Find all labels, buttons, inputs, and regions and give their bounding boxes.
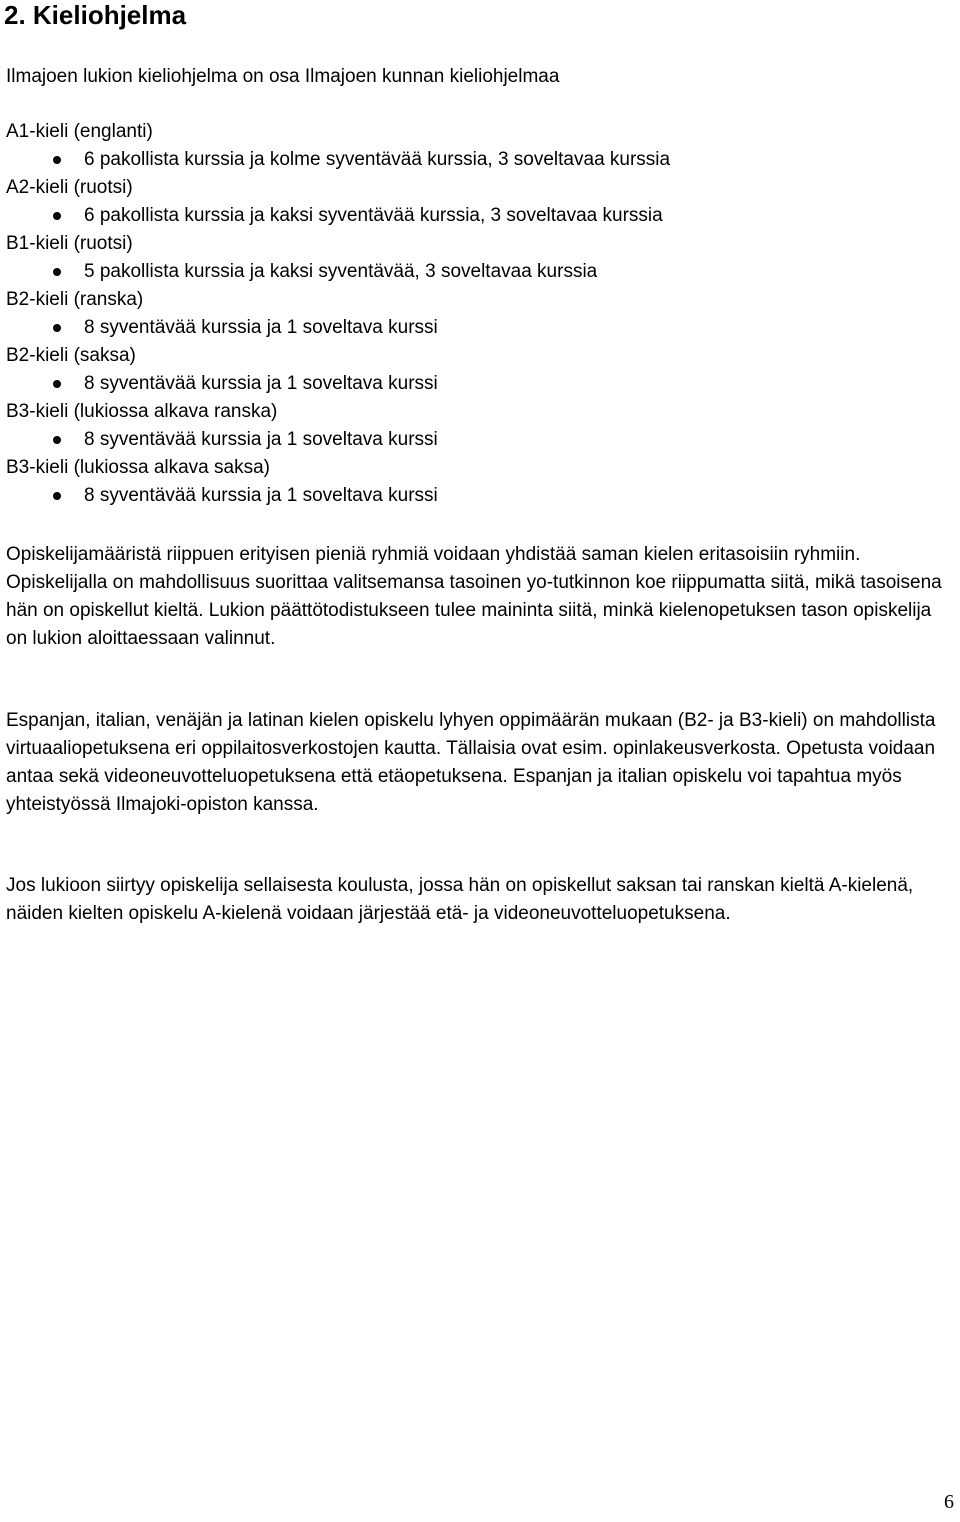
bullet-icon xyxy=(53,380,61,388)
language-courses-a1 xyxy=(6,146,946,174)
language-heading-b1: B1-kieli (ruotsi) xyxy=(6,233,133,254)
language-courses-b3-french xyxy=(6,426,946,454)
courses-text: 8 syventävää kurssia ja 1 soveltava kurssi xyxy=(84,373,438,394)
language-heading-a1: A1-kieli (englanti) xyxy=(6,121,153,142)
bullet-icon xyxy=(53,324,61,332)
language-program-list xyxy=(6,118,946,510)
language-courses-b2-german xyxy=(6,370,946,398)
language-courses-b2-french xyxy=(6,314,946,342)
bullet-icon xyxy=(53,268,61,276)
courses-text: 8 syventävää kurssia ja 1 soveltava kurssi xyxy=(84,485,438,506)
intro-text: Ilmajoen lukion kieliohjelma on osa Ilmajoen kunnan kieliohjelmaa xyxy=(6,66,560,87)
language-heading-a2: A2-kieli (ruotsi) xyxy=(6,177,133,198)
bullet-icon xyxy=(53,436,61,444)
courses-text: 8 syventävää kurssia ja 1 soveltava kurssi xyxy=(84,429,438,450)
language-heading-b2-french: B2-kieli (ranska) xyxy=(6,289,144,310)
page-title: 2. Kieliohjelma xyxy=(4,0,187,30)
language-heading-b3-french: B3-kieli (lukiossa alkava ranska) xyxy=(6,401,278,422)
courses-text: 6 pakollista kurssia ja kaksi syventävää kurssia, 3 soveltavaa kurssia xyxy=(84,205,663,226)
courses-text: 6 pakollista kurssia ja kolme syventävää kurssia, 3 soveltavaa kurssia xyxy=(84,149,671,170)
courses-text: 5 pakollista kurssia ja kaksi syventävää, 3 soveltavaa kurssia xyxy=(84,261,598,282)
bullet-icon xyxy=(53,492,61,500)
paragraph-virtual-teaching: Espanjan, italian, venäjän ja latinan kielen opiskelu lyhyen oppimäärän mukaan (B2- ja B3-kieli) on mahdollista virtuaaliopetuksena eri oppilaitosverkostojen kautta. Tällaisia ovat esim. opinlakeusverkosta. Opetusta voidaan antaa sekä videoneuvotteluopetuksena että etäopetuksena. Espanjan ja italian opiskelu voi tapahtua myös yhteistyössä Ilmajoki-opiston kanssa. xyxy=(6,710,936,815)
language-courses-a2 xyxy=(6,202,946,230)
language-heading-b2-german: B2-kieli (saksa) xyxy=(6,345,136,366)
courses-text: 8 syventävää kurssia ja 1 soveltava kurssi xyxy=(84,317,438,338)
language-courses-b1 xyxy=(6,258,946,286)
bullet-icon xyxy=(53,156,61,164)
language-heading-b3-german: B3-kieli (lukiossa alkava saksa) xyxy=(6,457,270,478)
page-number: 6 xyxy=(944,1491,954,1513)
bullet-icon xyxy=(53,212,61,220)
language-courses-b3-german xyxy=(6,482,946,510)
paragraph-group-merging: Opiskelijamääristä riippuen erityisen pieniä ryhmiä voidaan yhdistää saman kielen eritasoisiin ryhmiin. Opiskelijalla on mahdollisuus suorittaa valitsemansa tasoinen yo-tutkinnon koe riippumatta siitä, mikä tasoisena hän on opiskellut kieltä. Lukion päättötodistukseen tulee maininta siitä, minkä kielenopetuksen tason opiskelija on lukion aloittaessaan valinnut. xyxy=(6,544,942,649)
paragraph-transfer-students: Jos lukioon siirtyy opiskelija sellaisesta koulusta, jossa hän on opiskellut saksan tai ranskan kieltä A-kielenä, näiden kielten opiskelu A-kielenä voidaan järjestää etä- ja videoneuvotteluopetuksena. xyxy=(6,875,914,924)
